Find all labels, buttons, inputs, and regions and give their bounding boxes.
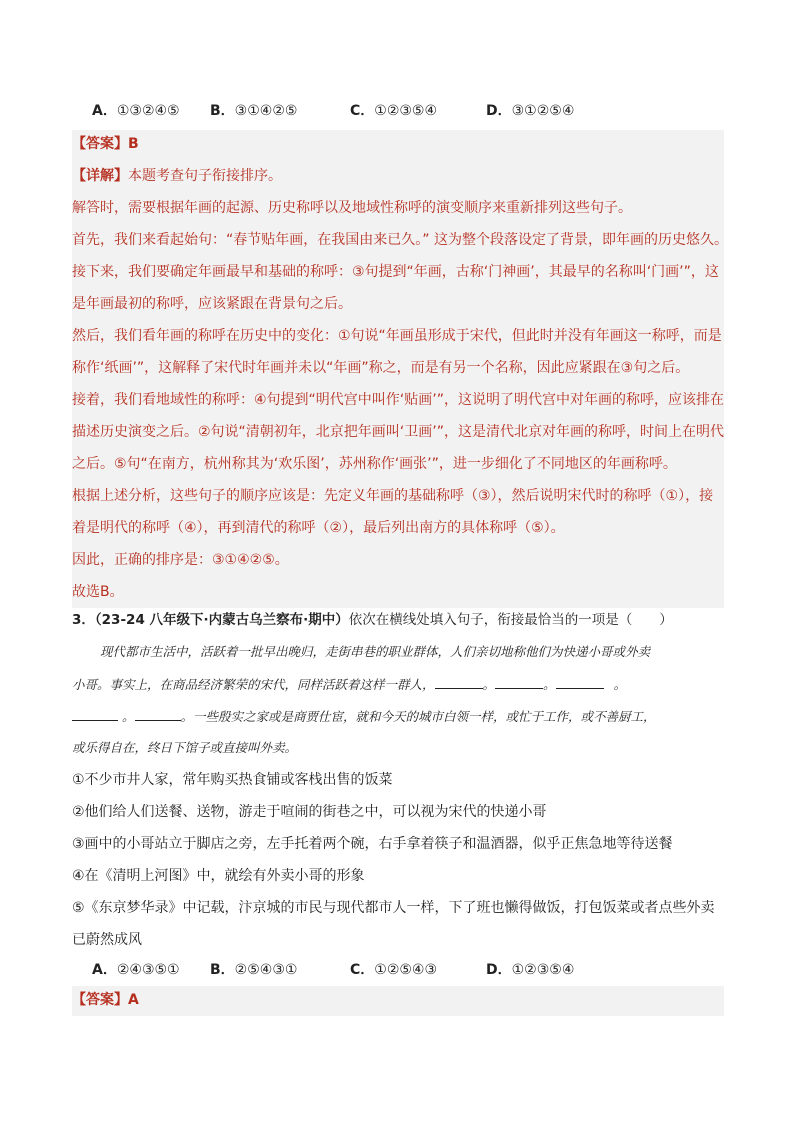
q3-choice-3: ③画中的小哥站立于脚店之旁，左手托着两个碗，右手拿着筷子和温酒器，似乎正焦急地等待送餐 bbox=[72, 836, 673, 852]
q2-detail-line-2: 首先，我们来看起始句：“春节贴年画，在我国由来已久。” 这为整个段落设定了背景，即年画的历史悠久。 bbox=[72, 226, 724, 258]
q2-detail-line-1: 解答时，需要根据年画的起源、历史称呼以及地域性称呼的演变顺序来重新排列这些句子。 bbox=[72, 194, 724, 226]
blank-1[interactable] bbox=[435, 674, 483, 689]
q3-option-a[interactable]: A．②④③⑤① bbox=[92, 962, 180, 978]
answer-value: B bbox=[128, 136, 139, 152]
question-number: 3． bbox=[72, 612, 95, 628]
q3-option-b[interactable]: B．②⑤④③① bbox=[210, 962, 298, 978]
q2-option-a[interactable]: A．①③②④⑤ bbox=[92, 103, 180, 119]
question-source: （23-24 八年级下·内蒙古乌兰察布·期中） bbox=[94, 612, 349, 628]
q2-option-c[interactable]: C．①②③⑤④ bbox=[350, 103, 438, 119]
blank-2[interactable] bbox=[495, 674, 543, 689]
q2-option-d[interactable]: D．③①②⑤④ bbox=[486, 103, 575, 119]
blank-5[interactable] bbox=[135, 706, 181, 721]
q2-detail-line-5: 然后，我们看年画的称呼在历史中的变化：①句说“年画虽形成于宋代，但此时并没有年画这一称呼，而是 bbox=[72, 322, 724, 354]
q2-option-b[interactable]: B．③①④②⑤ bbox=[210, 103, 298, 119]
blank-3[interactable] bbox=[556, 674, 604, 689]
q3-choice-1: ①不少市井人家，常年购买热食铺或客栈出售的饭菜 bbox=[72, 772, 393, 788]
detail-label: 【详解】 bbox=[72, 168, 128, 184]
q3-passage-line-2: 小哥。事实上，在商品经济繁荣的宋代，同样活跃着这样一群人， 。 。 。 bbox=[72, 674, 732, 695]
q2-detail-line-12: 因此，正确的排序是：③①④②⑤。 bbox=[72, 546, 724, 578]
q2-detail-line-3: 接下来，我们要确定年画最早和基础的称呼：③句提到“年画，古称‘门神画’，其最早的名称叫‘门画’”，这 bbox=[72, 258, 724, 290]
q3-options bbox=[72, 960, 724, 980]
q2-detail-line-4: 是年画最初的称呼，应该紧跟在背景句之后。 bbox=[72, 290, 724, 322]
q3-option-d[interactable]: D．①②③⑤④ bbox=[486, 962, 575, 978]
question-stem: 依次在横线处填入句子，衔接最恰当的一项是（ ） bbox=[348, 612, 673, 628]
q2-options bbox=[72, 101, 724, 121]
q2-detail-line-13: 故选B。 bbox=[72, 578, 724, 608]
q2-detail-line-6: 称作‘纸画’”，这解释了宋代时年画并未以“年画”称之，而是有另一个名称，因此应紧跟在③句之后。 bbox=[72, 354, 724, 386]
blank-4[interactable] bbox=[72, 706, 118, 721]
q2-detail-line-8: 描述历史演变之后。②句说“清朝初年，北京把年画叫‘卫画’”，这是清代北京对年画的称呼，时间上在明代 bbox=[72, 418, 724, 450]
q3-choice-5-cont: 已蔚然成风 bbox=[72, 932, 142, 948]
q3-passage-line-1: 现代都市生活中，活跃着一批早出晚归，走街串巷的职业群体，人们亲切地称他们为快递小哥或外卖 bbox=[100, 644, 651, 659]
q3-passage-line-4: 或乐得自在，终日下馆子或直接叫外卖。 bbox=[72, 740, 298, 755]
q2-detail-line-10: 根据上述分析，这些句子的顺序应该是：先定义年画的基础称呼（③），然后说明宋代时的称呼（①），接 bbox=[72, 482, 724, 514]
q3-choice-2: ②他们给人们送餐、送物，游走于喧闹的街巷之中，可以视为宋代的快递小哥 bbox=[72, 804, 547, 820]
q2-detail-line-0: 【详解】本题考查句子衔接排序。 bbox=[72, 162, 724, 194]
q3-answer bbox=[72, 986, 724, 1016]
q3-passage-line-3: 。 。一些殷实之家或是商贾仕宦，就和今天的城市白领一样，或忙于工作，或不善厨工， bbox=[72, 706, 732, 727]
q2-detail-line-7: 接着，我们看地域性的称呼：④句提到“明代宫中叫作‘贴画’”，这说明了明代宫中对年画的称呼，应该排在 bbox=[72, 386, 724, 418]
q2-detail-line-9: 之后。⑤句“在南方，杭州称其为‘欢乐图’，苏州称作‘画张’”，进一步细化了不同地区的年画称呼。 bbox=[72, 450, 724, 482]
q3-option-c[interactable]: C．①②⑤④③ bbox=[350, 962, 438, 978]
answer-value: A bbox=[128, 992, 139, 1008]
q3-choice-5: ⑤《东京梦华录》中记载，汴京城的市民与现代都市人一样，下了班也懒得做饭，打包饭菜或者点些外卖 bbox=[72, 900, 715, 916]
answer-label: 【答案】 bbox=[72, 136, 128, 152]
q3-title bbox=[72, 610, 724, 630]
q3-choice-4: ④在《清明上河图》中，就绘有外卖小哥的形象 bbox=[72, 868, 365, 884]
q2-answer bbox=[72, 130, 724, 162]
q2-detail-line-11: 着是明代的称呼（④），再到清代的称呼（②），最后列出南方的具体称呼（⑤）。 bbox=[72, 514, 724, 546]
answer-label: 【答案】 bbox=[72, 992, 128, 1008]
